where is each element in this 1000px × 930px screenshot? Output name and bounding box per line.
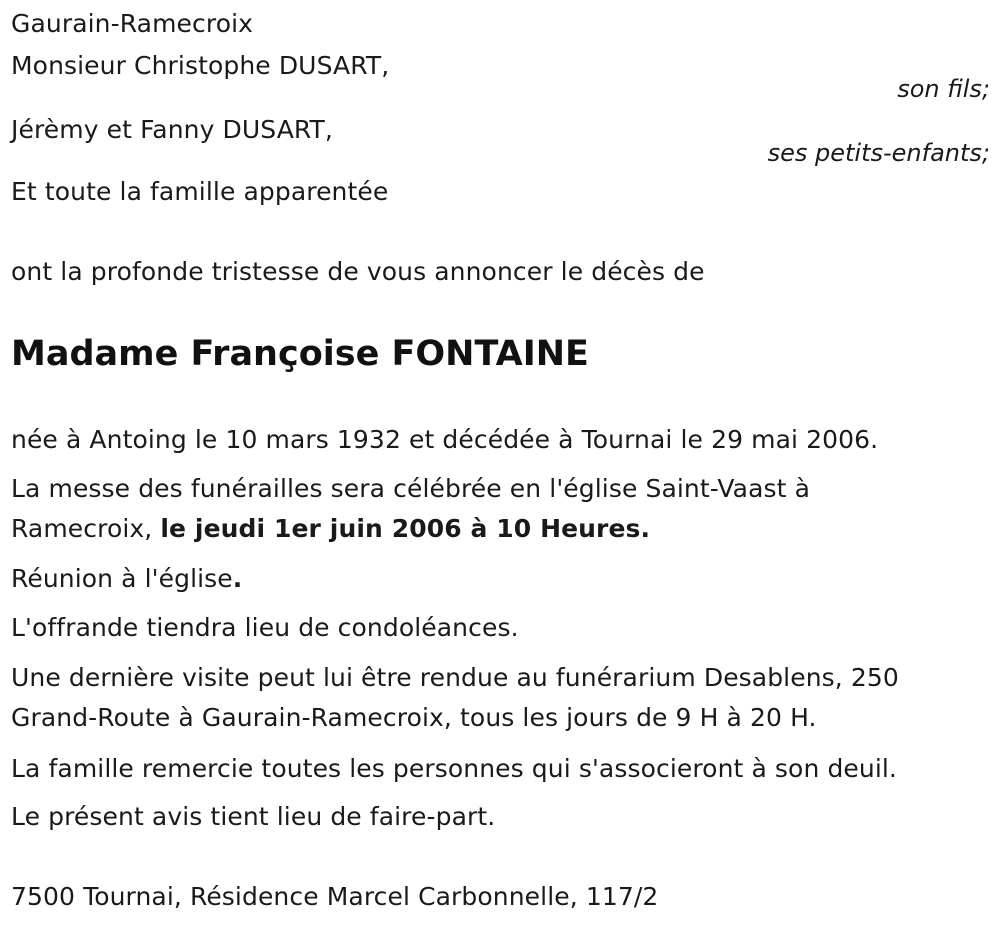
visit-line-1: Une dernière visite peut lui être rendue au funérarium Desablens, 250 [11,663,899,692]
funeral-mass-line-2 [11,514,650,544]
funeral-mass-datetime: le jeudi 1er juin 2006 à 10 Heures. [160,514,651,543]
meeting-period: . [232,564,243,593]
announcement-text: ont la profonde tristesse de vous annoncer le décès de [11,257,705,286]
address: 7500 Tournai, Résidence Marcel Carbonnelle, 117/2 [11,882,659,911]
offering-note: L'offrande tiendra lieu de condoléances. [11,613,519,642]
visit-line-2: Grand-Route à Gaurain-Ramecroix, tous les jours de 9 H à 20 H. [11,703,817,732]
grandchildren-names: Jérèmy et Fanny DUSART, [11,115,333,144]
extended-family: Et toute la famille apparentée [11,177,389,206]
family-thanks: La famille remercie toutes les personnes qui s'associeront à son deuil. [11,754,897,783]
notice-statement: Le présent avis tient lieu de faire-part. [11,802,496,831]
deceased-name: Madame Françoise FONTAINE [11,334,589,374]
son-name: Monsieur Christophe DUSART, [11,51,390,80]
grandchildren-relation: ses petits-enfants; [767,139,990,167]
funeral-mass-line-1: La messe des funérailles sera célébrée en l'église Saint-Vaast à [11,474,811,503]
funeral-mass-location: Ramecroix, [11,514,161,543]
birth-death-dates: née à Antoing le 10 mars 1932 et décédée à Tournai le 29 mai 2006. [11,425,879,454]
son-relation: son fils; [897,75,990,103]
family-city: Gaurain-Ramecroix [11,9,254,38]
meeting-point [11,564,242,594]
meeting-text: Réunion à l'église [11,564,233,593]
